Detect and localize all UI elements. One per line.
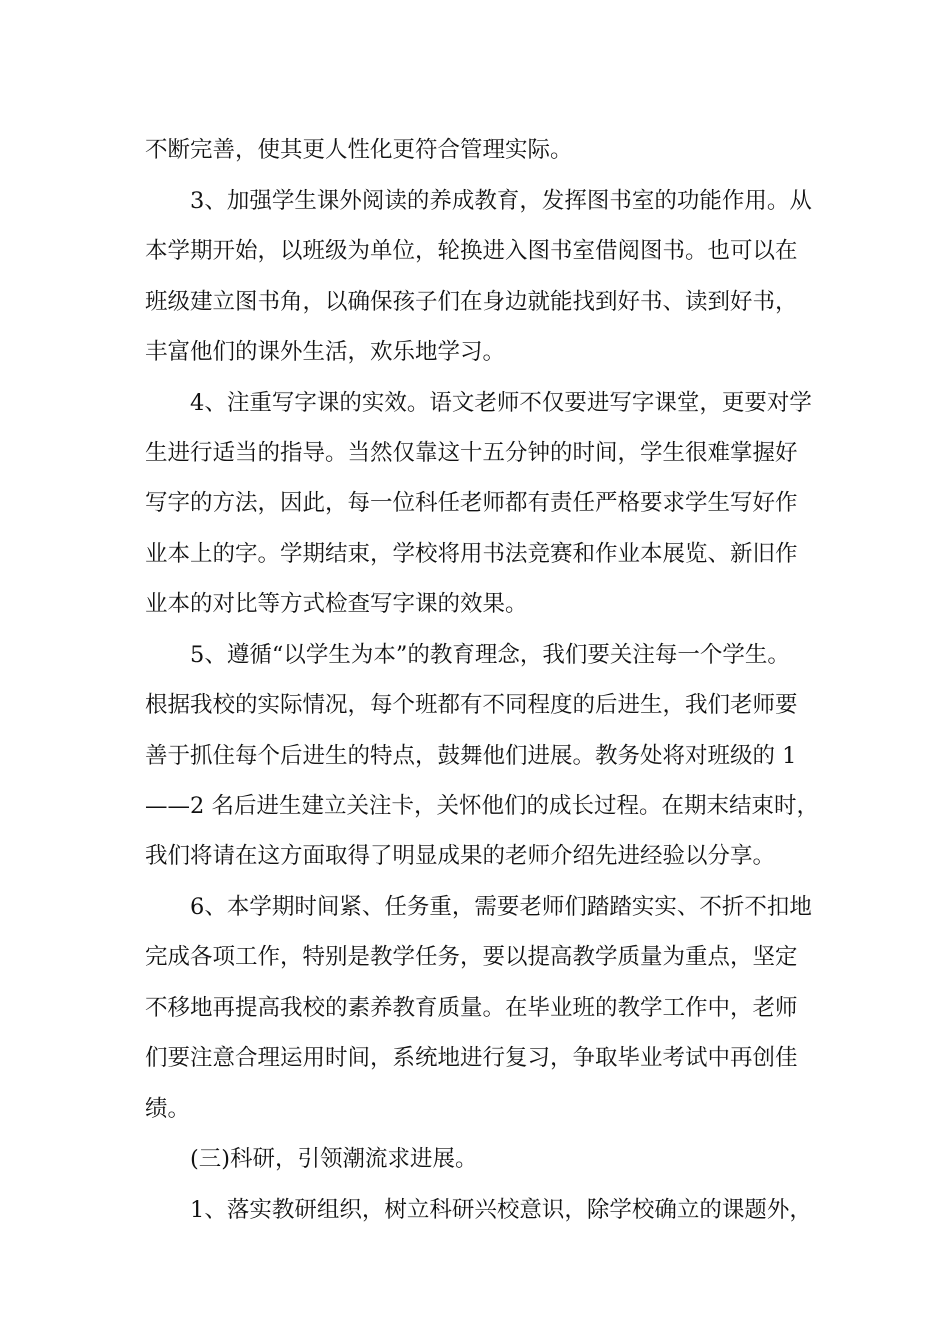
text-line: 我们将请在这方面取得了明显成果的老师介绍先进经验以分享。 bbox=[145, 843, 776, 869]
text-line: 善于抓住每个后进生的特点，鼓舞他们进展。教务处将对班级的 1 bbox=[145, 743, 797, 769]
text-line: 业本的对比等方式检查写字课的效果。 bbox=[145, 591, 528, 617]
text-line: 班级建立图书角，以确保孩子们在身边就能找到好书、读到好书， bbox=[145, 289, 798, 315]
text-line: 不断完善，使其更人性化更符合管理实际。 bbox=[145, 137, 573, 163]
text-line: 1、落实教研组织，树立科研兴校意识，除学校确立的课题外， bbox=[190, 1197, 812, 1223]
text-line: 6、本学期时间紧、任务重，需要老师们踏踏实实、不折不扣地 bbox=[190, 894, 812, 920]
text-line: 5、遵循“以学生为本”的教育理念，我们要关注每一个学生。 bbox=[190, 642, 790, 668]
text-line: 根据我校的实际情况，每个班都有不同程度的后进生，我们老师要 bbox=[145, 692, 798, 718]
section-heading: (三)科研，引领潮流求进展。 bbox=[190, 1146, 478, 1172]
text-line: 业本上的字。学期结束，学校将用书法竞赛和作业本展览、新旧作 bbox=[145, 541, 798, 567]
text-line: 们要注意合理运用时间，系统地进行复习，争取毕业考试中再创佳 bbox=[145, 1045, 798, 1071]
text-line: ——2 名后进生建立关注卡，关怀他们的成长过程。在期末结束时， bbox=[145, 793, 819, 819]
text-line: 完成各项工作，特别是教学任务，要以提高教学质量为重点，坚定 bbox=[145, 944, 798, 970]
text-line: 丰富他们的课外生活，欢乐地学习。 bbox=[145, 339, 506, 365]
text-line: 生进行适当的指导。当然仅靠这十五分钟的时间，学生很难掌握好 bbox=[145, 440, 798, 466]
text-line: 不移地再提高我校的素养教育质量。在毕业班的教学工作中，老师 bbox=[145, 995, 798, 1021]
text-line: 绩。 bbox=[145, 1096, 191, 1122]
text-line: 4、注重写字课的实效。语文老师不仅要进写字课堂，更要对学 bbox=[190, 390, 812, 416]
text-line: 写字的方法，因此，每一位科任老师都有责任严格要求学生写好作 bbox=[145, 490, 798, 516]
text-line: 3、加强学生课外阅读的养成教育，发挥图书室的功能作用。从 bbox=[190, 188, 812, 214]
text-line: 本学期开始，以班级为单位，轮换进入图书室借阅图书。也可以在 bbox=[145, 238, 798, 264]
